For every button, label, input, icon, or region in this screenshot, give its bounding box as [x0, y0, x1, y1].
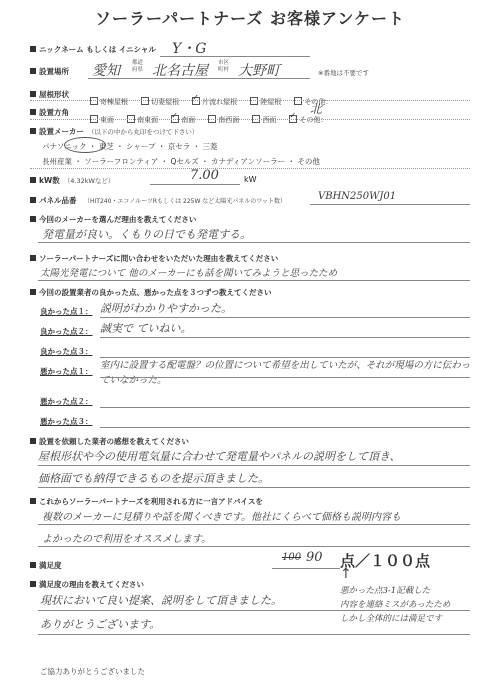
bullet-square-icon	[30, 109, 36, 115]
impression-answer-2[interactable]: 価格面でも納得できるものを提示頂きました。	[38, 472, 269, 485]
answer-line	[38, 546, 470, 547]
nickname-label: ニックネーム もしくは イニシャル	[30, 44, 156, 55]
bad-1-label: 悪かった点１：	[40, 367, 93, 376]
sat-reason-label: 満足度の理由を教えてください	[30, 579, 144, 590]
panel-hint: （HIT240・エコノルーツRもしくは 225W など太陽光パネルのワット数）	[84, 198, 286, 205]
answer-line	[38, 465, 470, 466]
bullet-square-icon	[30, 289, 36, 295]
bullet-square-icon	[30, 46, 36, 52]
bullet-square-icon	[30, 197, 36, 203]
direction-option-southwest[interactable]: 南西面	[208, 116, 239, 124]
answer-line	[100, 317, 470, 318]
divider	[30, 168, 470, 169]
bullet-square-icon	[30, 438, 36, 444]
maker-label: 設置メーカー （以下の中から丸印をつけて下さい）	[30, 126, 198, 137]
impression-answer-1[interactable]: 屋根形状や今の使用電気量に合わせて発電量やパネルの説明をして頂き、	[38, 450, 401, 463]
roof-option-other[interactable]: その他：	[294, 98, 332, 106]
location-town[interactable]: 大野町	[238, 63, 280, 79]
good-1-answer[interactable]: 説明がわかりやすかった。	[100, 302, 232, 315]
good-3-label: 良かった点３：	[40, 347, 93, 356]
direction-options	[90, 107, 335, 126]
nickname-underline	[160, 56, 310, 57]
answer-line	[38, 487, 470, 488]
satisfaction-value[interactable]: 90	[306, 550, 323, 565]
good-2-label: 良かった点２：	[40, 327, 93, 336]
location-pref[interactable]: 愛知	[92, 63, 120, 79]
roof-type-options	[90, 89, 340, 108]
checkbox-icon	[294, 97, 302, 105]
panel-value[interactable]: VBHN250WJ01	[318, 191, 397, 202]
answer-line	[100, 337, 470, 338]
roof-option-katanagare[interactable]: ✓ 片流れ屋根	[192, 98, 237, 106]
footer-thanks: ご協力ありがとうございました	[40, 667, 145, 676]
bullet-square-icon	[30, 91, 36, 97]
sat-reason-answer-2[interactable]: ありがとうございます。	[40, 618, 161, 631]
advice-label: これからソーラーパートナーズを利用される方に一言アドバイスを	[30, 496, 263, 507]
sat-reason-side-note[interactable]: 悪かった点3-1記載した 内容を連絡ミスがあったため しかし全体的には満足です	[340, 586, 451, 624]
kw-value[interactable]: 7.00	[190, 168, 219, 183]
checkbox-icon	[141, 97, 149, 105]
location-city[interactable]: 北名古屋	[152, 63, 208, 79]
roof-option-yosemune[interactable]: 寄棟屋根	[90, 98, 128, 106]
good-1-label: 良かった点１：	[40, 307, 93, 316]
kw-unit: kW	[244, 175, 257, 184]
checkbox-icon	[250, 97, 258, 105]
answer-line	[38, 280, 470, 281]
kw-label: kW数 （4.32kWなど）	[30, 175, 114, 186]
panel-underline	[310, 204, 470, 205]
advice-answer-1[interactable]: 複数のメーカーに見積りや話を聞くべきです。他社にくらべて価格も説明内容も	[42, 512, 401, 523]
answer-line	[100, 427, 470, 428]
roof-option-rikuyane[interactable]: 陸屋根	[250, 98, 281, 106]
city-unit: 市区 町村	[218, 60, 230, 73]
sat-reason-answer-1[interactable]: 現状において良い提案、説明をして頂きました。	[40, 594, 282, 607]
divider	[30, 100, 470, 101]
maker-row-2: 長州産業 ・ ソーラーフロンティア ・ Qセルズ ・ カナディアンソーラー ・ その他	[42, 157, 320, 166]
checkbox-checked-icon	[192, 97, 200, 105]
satisfaction-unit: 点／１００点	[340, 552, 431, 570]
bullet-square-icon	[30, 128, 36, 134]
maker-row-1: パナソニック ・ 東芝 ・ シャープ ・ 京セラ ・ 三菱	[42, 142, 218, 151]
good-2-answer[interactable]: 誠実で ていねい。	[100, 322, 192, 335]
bullet-square-icon	[30, 581, 36, 587]
bullet-square-icon	[30, 498, 36, 504]
bullet-square-icon	[30, 255, 36, 261]
bullet-square-icon	[30, 216, 36, 222]
satisfaction-underline	[272, 568, 340, 569]
bad-3-label: 悪かった点３：	[40, 417, 93, 426]
roof-type-label: 屋根形状	[30, 89, 69, 100]
reason-answer[interactable]: 発電量が良い。くもりの日でも発電する。	[42, 228, 251, 241]
checkbox-icon	[90, 97, 98, 105]
bad-2-label: 悪かった点２：	[40, 397, 93, 406]
answer-line	[38, 524, 470, 525]
direction-option-east[interactable]: 東面	[90, 116, 114, 124]
direction-label: 設置方角	[30, 107, 69, 118]
inquiry-label: ソーラーパートナーズに問い合わせをいただいた理由を教えてください	[30, 253, 278, 264]
direction-other-value[interactable]: 北	[310, 102, 323, 116]
direction-option-south[interactable]: ✓ 南面	[171, 116, 195, 124]
divider	[30, 119, 470, 120]
answer-line	[100, 407, 470, 408]
answer-line	[100, 377, 470, 378]
inquiry-answer[interactable]: 太陽光発電について 他のメーカーにも話を聞いてみようと思ったため	[40, 268, 338, 279]
bullet-square-icon	[30, 177, 36, 183]
panel-label: パネル品番	[30, 195, 77, 206]
answer-line	[38, 242, 470, 243]
roof-option-kirizuma[interactable]: 切妻屋根	[141, 98, 179, 106]
page-title: ソーラーパートナーズ お客様アンケート	[94, 9, 405, 28]
satisfaction-label: 満足度	[30, 560, 62, 571]
answer-line	[38, 634, 470, 635]
satisfaction-crossed: 100	[282, 552, 302, 563]
reason-label: 今回のメーカーを選んだ理由を教えてください	[30, 214, 196, 225]
direction-option-southeast[interactable]: 南東面	[127, 116, 158, 124]
location-label: 設置場所	[30, 66, 69, 77]
pref-unit: 都道 府県	[132, 60, 144, 73]
bad-1-answer[interactable]: 室内に設置する配電盤？の位置について希望を出していたが、それが現場の方に伝わっていなかった。	[100, 360, 471, 386]
bullet-square-icon	[30, 68, 36, 74]
location-note: ※番地は不要です	[318, 69, 369, 77]
good-bad-label: 今回の設置業者の良かった点、悪かった点を３つずつ教えてください	[30, 287, 272, 298]
maker-circle-mark	[64, 137, 106, 153]
direction-option-other[interactable]: ✓ その他：	[289, 116, 327, 124]
bullet-square-icon	[30, 562, 36, 568]
impression-label: 設置を依頼した業者の感想を教えてください	[30, 436, 189, 447]
direction-option-west[interactable]: 西面	[252, 116, 276, 124]
advice-answer-2[interactable]: よかったので利用をオススメします。	[42, 534, 212, 545]
arrow-up-icon: ↑	[340, 566, 352, 582]
kw-underline	[150, 184, 240, 185]
nickname-value[interactable]: Y・G	[172, 41, 207, 57]
location-underline	[88, 78, 310, 79]
